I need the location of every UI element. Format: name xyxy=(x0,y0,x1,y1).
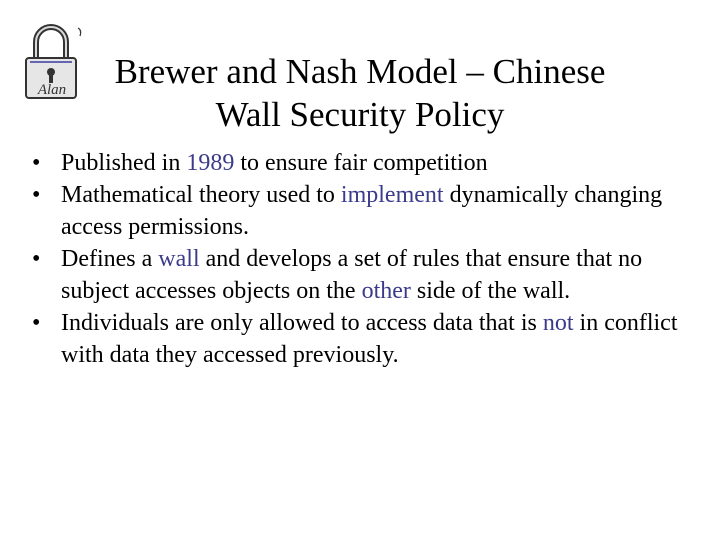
bullet-theory: • Mathematical theory used to implement dynamically changing access permissions. xyxy=(30,179,700,243)
logo-text: Alan xyxy=(37,82,67,98)
bullet-wall: • Defines a wall and develops a set of rules that ensure that no subject accesses objects on the other side of the wall. xyxy=(30,243,700,307)
slide-title xyxy=(70,50,650,136)
bullet-published: • Published in 1989 to ensure fair competition xyxy=(30,147,700,179)
highlight-implement: implement xyxy=(340,182,444,208)
highlight-year: 1989 xyxy=(186,150,235,176)
bullet-individuals: • Individuals are only allowed to access data that is not in conflict with data they accessed previously. xyxy=(30,307,700,371)
bullet-list xyxy=(30,147,700,371)
highlight-wall: wall xyxy=(158,246,200,272)
title-line-1: Brewer and Nash Model – Chinese xyxy=(114,52,606,91)
highlight-not: not xyxy=(542,310,574,336)
title-line-2: Wall Security Policy xyxy=(215,95,505,134)
highlight-other: other xyxy=(361,278,411,304)
